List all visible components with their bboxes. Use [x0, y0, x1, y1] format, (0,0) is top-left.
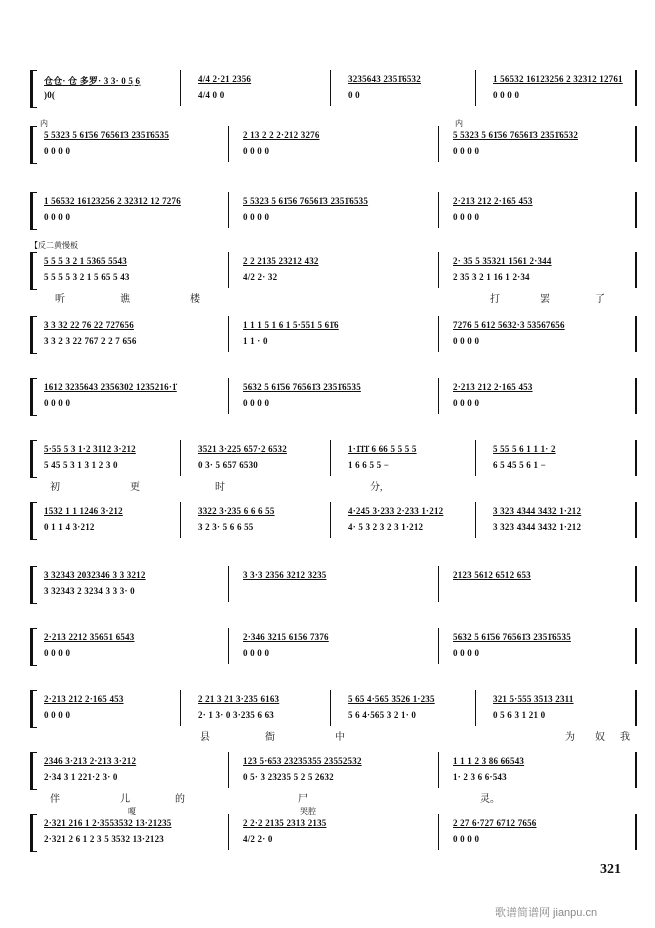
- lyric-syllable: 楼: [190, 294, 200, 305]
- barline: [228, 628, 229, 664]
- measure-notes: 0 0 0 0: [44, 398, 71, 408]
- barline: [180, 440, 181, 476]
- measure-notes: 5 5 5 5 3 2 1 5 65 5 43: [44, 272, 130, 282]
- barline: [438, 752, 439, 788]
- measure-notes: 1 1 1 5 1 6 1 5·551 5 61̇6: [243, 320, 339, 330]
- measure-notes: 3 3 2 3 22 767 2 2 7 656: [44, 336, 137, 346]
- score-system: [30, 440, 635, 493]
- barline: [635, 690, 637, 726]
- measure-notes: 0 1 1 4 3·212: [44, 522, 95, 532]
- measure-notes: 0 0 0 0: [243, 398, 270, 408]
- barline: [475, 502, 476, 538]
- barline: [228, 566, 229, 602]
- barline: [438, 378, 439, 414]
- measure-notes: 0 0 0 0: [453, 648, 480, 658]
- measure-notes: 0 0 0 0: [453, 398, 480, 408]
- measure-notes: 2·213 2212 35651 6543: [44, 632, 135, 642]
- measure-notes: 2·321 2 6 1 2 3 5 3532 13·2123: [44, 834, 165, 844]
- barline: [228, 126, 229, 162]
- score-system: [30, 126, 635, 162]
- barline: [635, 252, 637, 288]
- measure-notes: 3 323 4344 3432 1·212: [493, 506, 582, 516]
- measure-notes: 2 21 3 21 3·235 6163: [198, 694, 280, 704]
- lyric-syllable: 谯: [120, 294, 130, 305]
- barline: [475, 440, 476, 476]
- lyric-syllable: 了: [595, 294, 605, 305]
- measure-notes: 5 5323 5 61̇56 76561̇3 2351̇6532: [453, 130, 579, 140]
- measure-notes: 1 6 6 5 5 −: [348, 460, 390, 470]
- measure-notes: 4/4 2·21 2356: [198, 74, 252, 84]
- barline: [635, 752, 637, 788]
- measure-notes: 3 32343 2 3234 3 3 3· 0: [44, 586, 135, 596]
- measure-notes: 0 5 6 3 1 21 0: [493, 710, 546, 720]
- barline: [330, 440, 331, 476]
- measure-notes: 5·55 5 3 1·2 3112 3·212: [44, 444, 136, 454]
- measure-notes: 5 5323 5 61̇56 76561̇3 2351̇6535: [44, 130, 170, 140]
- measure-notes: 3 3 32 22 76 22 727656: [44, 320, 134, 330]
- measure-notes: 4· 5 3 2 3 2 3 1·212: [348, 522, 424, 532]
- measure-notes: 7276 5 612 5632·3 53567656: [453, 320, 565, 330]
- barline: [635, 814, 637, 850]
- measure-notes: 5 45 5 3 1 3 1 2 3 0: [44, 460, 118, 470]
- lyric-syllable: 衙: [265, 732, 275, 743]
- performance-mark: 哭腔: [300, 807, 316, 816]
- system-bracket: [30, 378, 37, 416]
- measure-notes: 0 0 0 0: [243, 648, 270, 658]
- measure-notes: 5 5323 5 61̇56 76561̇3 2351̇6535: [243, 196, 369, 206]
- barline: [635, 502, 637, 538]
- measure-notes: 5 5 5 3 2 1 5365 5543: [44, 256, 127, 266]
- measure-notes: 2·34 3 1 221·2 3· 0: [44, 772, 118, 782]
- measure-notes: 4·245 3·233 2·233 1·212: [348, 506, 444, 516]
- score-system: [30, 502, 635, 538]
- measure-notes: 2346 3·213 2·213 3·212: [44, 756, 137, 766]
- measure-notes: 仓仓· 仓 多罗· 3 3· 0 5̣ 6̣: [44, 76, 141, 86]
- measure-notes: 4/2 2· 32: [243, 272, 278, 282]
- system-bracket: [30, 752, 37, 790]
- measure-notes: 2·346 3215 6156 7376: [243, 632, 329, 642]
- barline: [438, 628, 439, 664]
- barline: [635, 316, 637, 352]
- measure-notes: 4/4 0 0: [198, 90, 225, 100]
- measure-notes: 0 0 0 0: [44, 710, 71, 720]
- measure-notes: 6 5 45 5 6 1 −: [493, 460, 546, 470]
- score-system: [30, 752, 635, 805]
- measure-notes: 1 1 1 2 3 86 66543: [453, 756, 525, 766]
- measure-notes: 1·1̇1̇1̇ 6 66 5 5 5 5: [348, 444, 417, 454]
- measure-notes: 123 5·653 23235355 23552532: [243, 756, 362, 766]
- barline: [330, 502, 331, 538]
- measure-notes: 5632 5 61̇56 76561̇3 2351̇6535: [243, 382, 361, 392]
- lyric-syllable: 中: [335, 732, 345, 743]
- measure-notes: 1 56532 16123256 2 32312 12 7276: [44, 196, 181, 206]
- lyric-syllable: 分,: [370, 482, 383, 493]
- lyric-syllable: 初: [50, 482, 60, 493]
- measure-notes: 3235643 2351̇6532: [348, 74, 421, 84]
- measure-notes: 0 0 0 0: [453, 834, 480, 844]
- barline: [438, 252, 439, 288]
- measure-notes: 0 0 0 0: [243, 146, 270, 156]
- barline: [330, 70, 331, 106]
- lyric-syllable: 儿: [120, 794, 130, 805]
- performance-mark: 内: [455, 119, 463, 128]
- system-bracket: [30, 192, 37, 230]
- measure-notes: 1 1 · 0: [243, 336, 268, 346]
- measure-notes: 3 3·3 2356 3212 3235: [243, 570, 327, 580]
- measure-notes: 0 0 0 0: [453, 212, 480, 222]
- system-bracket: [30, 316, 37, 354]
- system-bracket: [30, 440, 37, 478]
- measure-notes: 1 56532 16123256 2 32312 12761: [493, 74, 623, 84]
- barline: [475, 70, 476, 106]
- barline: [330, 690, 331, 726]
- measure-notes: 2 27 6·727 6712 7656: [453, 818, 537, 828]
- measure-notes: )0(: [44, 90, 56, 100]
- score-system: [30, 378, 635, 414]
- barline: [635, 566, 637, 602]
- system-bracket: [30, 566, 37, 604]
- lyric-syllable: 尸: [298, 794, 308, 805]
- score-system: [30, 628, 635, 664]
- measure-notes: 3 32343 2032346 3 3 3212: [44, 570, 146, 580]
- lyric-syllable: 灵。: [480, 794, 500, 805]
- measure-notes: 0 5· 3 23235 5 2 5 2632: [243, 772, 334, 782]
- system-bracket: [30, 690, 37, 728]
- lyric-syllable: 罢: [540, 294, 550, 305]
- system-bracket: [30, 126, 37, 164]
- performance-mark: 嗄: [128, 807, 136, 816]
- measure-notes: 0 3· 5 657 6530: [198, 460, 259, 470]
- barline: [438, 126, 439, 162]
- barline: [438, 316, 439, 352]
- score-system: [30, 814, 635, 850]
- barline: [180, 690, 181, 726]
- lyric-syllable: 时: [215, 482, 225, 493]
- measure-notes: 0 0: [348, 90, 360, 100]
- measure-notes: 1612 3235643 2356302 1235216·1̇: [44, 382, 177, 392]
- barline: [438, 814, 439, 850]
- measure-notes: 2·213 212 2·165 453: [453, 196, 533, 206]
- watermark: 歌谱简谱网 jianpu.cn: [495, 907, 598, 919]
- measure-notes: 0 0 0 0: [44, 146, 71, 156]
- measure-notes: 1532 1 1 1246 3·212: [44, 506, 123, 516]
- lyric-syllable: 县: [200, 732, 210, 743]
- measure-notes: 0 0 0 0: [44, 648, 71, 658]
- measure-notes: 5 65 4·565 3526 1·235: [348, 694, 435, 704]
- barline: [228, 192, 229, 228]
- lyric-syllable: 为: [565, 732, 575, 743]
- barline: [635, 378, 637, 414]
- lyric-syllable: 听: [55, 294, 65, 305]
- barline: [635, 628, 637, 664]
- measure-notes: 5632 5 61̇56 76561̇3 2351̇6535: [453, 632, 571, 642]
- measure-notes: 2·321 216 1 2·3553532 13·21235: [44, 818, 172, 828]
- barline: [438, 192, 439, 228]
- lyric-syllable: 的: [175, 794, 185, 805]
- measure-notes: 5 55 5 6 1 1 1· 2: [493, 444, 556, 454]
- barline: [635, 126, 637, 162]
- measure-notes: 0 0 0 0: [493, 90, 520, 100]
- page-number: 321: [600, 862, 621, 877]
- system-bracket: [30, 70, 37, 108]
- barline: [635, 440, 637, 476]
- measure-notes: 0 0 0 0: [453, 336, 480, 346]
- barline: [635, 70, 637, 106]
- barline: [228, 378, 229, 414]
- section-label: 【反二黄慢板: [30, 241, 78, 250]
- measure-notes: 2 2 2135 23212 432: [243, 256, 319, 266]
- barline: [228, 752, 229, 788]
- measure-notes: 2 13 2 2 2·212 3276: [243, 130, 320, 140]
- score-system: [30, 252, 635, 305]
- measure-notes: 321 5·555 3513 2311: [493, 694, 574, 704]
- barline: [438, 566, 439, 602]
- system-bracket: [30, 628, 37, 666]
- barline: [180, 502, 181, 538]
- score-system: [30, 690, 635, 743]
- measure-notes: 2· 1 3· 0 3·235 6 63: [198, 710, 275, 720]
- lyric-syllable: 伴: [50, 794, 60, 805]
- barline: [635, 192, 637, 228]
- system-bracket: [30, 502, 37, 540]
- score-system: [30, 316, 635, 352]
- barline: [180, 70, 181, 106]
- measure-notes: 0 0 0 0: [453, 146, 480, 156]
- measure-notes: 3322 3·235 6 6 6 55: [198, 506, 275, 516]
- measure-notes: 4/2 2· 0: [243, 834, 273, 844]
- lyric-syllable: 更: [130, 482, 140, 493]
- score-system: [30, 70, 635, 106]
- system-bracket: [30, 814, 37, 852]
- measure-notes: 0 0 0 0: [243, 212, 270, 222]
- score-system: [30, 566, 635, 602]
- lyric-syllable: 奴: [595, 732, 605, 743]
- measure-notes: 3521 3·225 657·2 6532: [198, 444, 287, 454]
- score-system: [30, 192, 635, 228]
- measure-notes: 2·213 212 2·165 453: [44, 694, 124, 704]
- barline: [228, 252, 229, 288]
- barline: [228, 814, 229, 850]
- measure-notes: 5 6 4·565 3 2 1· 0: [348, 710, 417, 720]
- system-bracket: [30, 252, 37, 290]
- measure-notes: 2· 35 5 35321 1561 2·344: [453, 256, 552, 266]
- performance-mark: 内: [40, 119, 48, 128]
- measure-notes: 1· 2 3 6 6·543: [453, 772, 507, 782]
- measure-notes: 2 35 3 2 1 16 1 2·34: [453, 272, 530, 282]
- measure-notes: 3 323 4344 3432 1·212: [493, 522, 582, 532]
- barline: [228, 316, 229, 352]
- measure-notes: 0 0 0 0: [44, 212, 71, 222]
- measure-notes: 2 2·2 2135 2313 2135: [243, 818, 327, 828]
- lyric-syllable: 打: [490, 294, 500, 305]
- barline: [475, 690, 476, 726]
- lyric-syllable: 我: [620, 732, 630, 743]
- measure-notes: 2·213 212 2·165 453: [453, 382, 533, 392]
- measure-notes: 2123 5612 6512 653: [453, 570, 531, 580]
- measure-notes: 3 2 3· 5 6 6 55: [198, 522, 254, 532]
